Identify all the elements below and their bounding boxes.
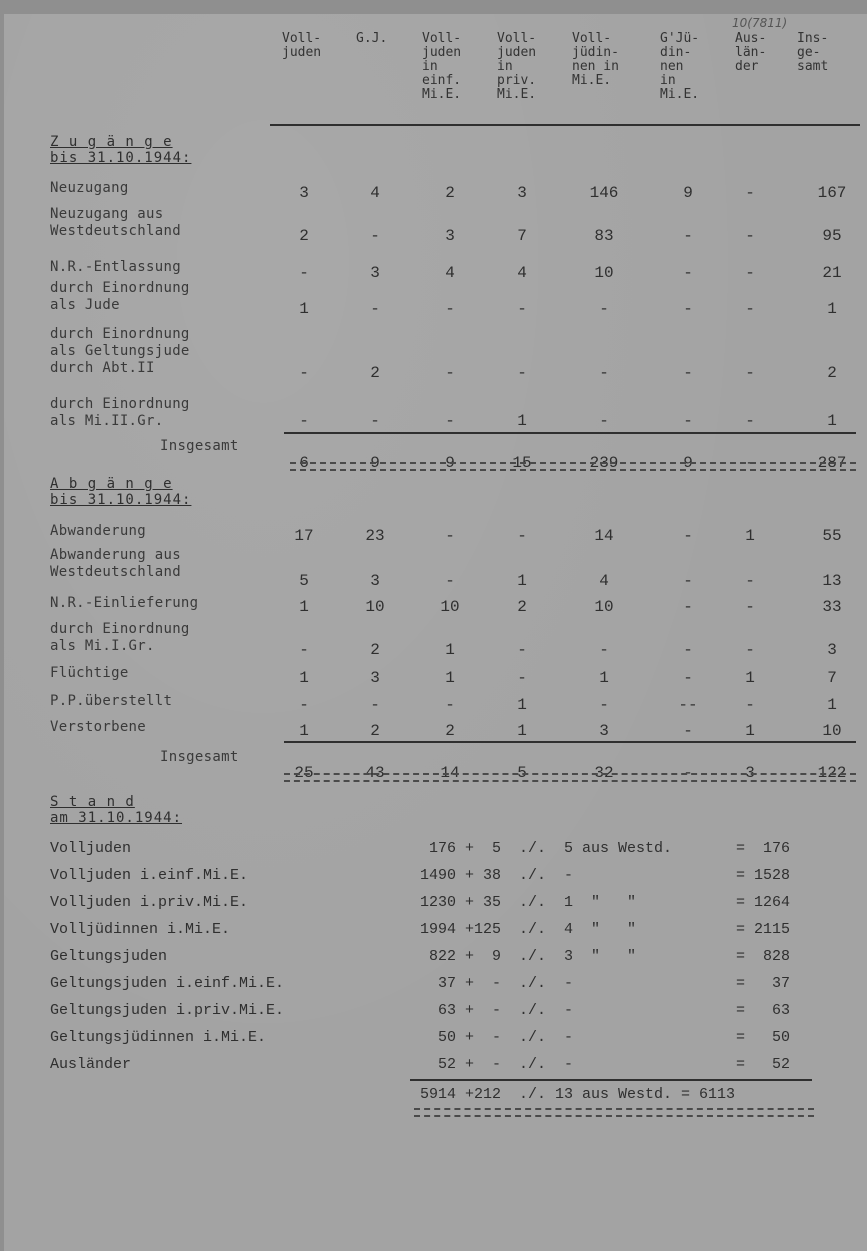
abgaenge-total-cell: 14 [440,764,460,782]
zugaenge-total-cell: 9 [683,454,693,472]
zugaenge-total-cell: - [745,454,755,472]
abgaenge-cell: 3 [827,641,837,659]
abgaenge-cell: 33 [822,598,842,616]
zugaenge-cell: - [745,184,755,202]
zugaenge-cell: - [599,412,609,430]
stand-row-result: = 2115 [736,921,791,938]
zugaenge-cell: 4 [370,184,380,202]
abgaenge-cell: - [445,527,455,545]
stand-row-expression: 1230 + 35 ./. 1 " " [420,894,637,911]
zugaenge-cell: 21 [822,264,842,282]
abgaenge-cell: 2 [517,598,527,616]
abgaenge-cell: - [745,696,755,714]
abgaenge-total-cell: 5 [517,764,527,782]
col-header-gjn-mie: G'Jü- din- nen in Mi.E. [660,31,700,102]
zugaenge-cell: 146 [589,184,619,202]
abgaenge-cell: 2 [370,641,380,659]
abgaenge-cell: 1 [745,527,755,545]
zugaenge-cell: 2 [370,364,380,382]
abgaenge-cell: 3 [370,572,380,590]
abgaenge-cell: 1 [445,641,455,659]
zugaenge-total-cell: 239 [589,454,619,472]
zugaenge-cell: - [683,264,693,282]
zugaenge-cell: 4 [517,264,527,282]
stand-row-label: Volljüdinnen i.Mi.E. [50,921,231,938]
abgaenge-cell: 3 [370,669,380,687]
abgaenge-cell: - [683,722,693,740]
abgaenge-cell: 10 [822,722,842,740]
abgaenge-cell: - [745,572,755,590]
abgaenge-cell: 5 [299,572,309,590]
abgaenge-cell: 1 [517,572,527,590]
abgaenge-cell: 14 [594,527,614,545]
stand-row-expression: 52 + - ./. - [420,1056,574,1073]
zugaenge-cell: 3 [445,227,455,245]
zugaenge-cell: - [745,364,755,382]
zugaenge-cell: - [370,227,380,245]
abgaenge-cell: - [517,527,527,545]
zugaenge-cell: 2 [445,184,455,202]
zugaenge-cell: 7 [517,227,527,245]
stand-row-expression: 1994 +125 ./. 4 " " [420,921,637,938]
abgaenge-cell: 1 [299,722,309,740]
abgaenge-cell: 7 [827,669,837,687]
abgaenge-row-label: Verstorbene [50,719,147,735]
abgaenge-cell: - [445,572,455,590]
abgaenge-cell: 2 [445,722,455,740]
zugaenge-row-label: durch Einordnung als Geltungsjude durch Abt.II [50,326,190,376]
abgaenge-cell: 10 [594,598,614,616]
col-header-insgesamt: Ins- ge- samt [797,31,829,74]
stand-row-result: = 63 [736,1002,791,1019]
abgaenge-row-label: durch Einordnung als Mi.I.Gr. [50,621,190,654]
zugaenge-row-label: durch Einordnung als Mi.II.Gr. [50,396,190,429]
zugaenge-cell: - [370,300,380,318]
zugaenge-cell: 9 [683,184,693,202]
section-title-zugaenge: Z u g ä n g e bis 31.10.1944: [50,134,192,166]
stand-row-label: Geltungsjüdinnen i.Mi.E. [50,1029,267,1046]
zugaenge-row-label: N.R.-Entlassung [50,259,181,275]
abgaenge-row-label: Flüchtige [50,665,129,681]
zugaenge-cell: 1 [299,300,309,318]
stand-row-label: Geltungsjuden i.priv.Mi.E. [50,1002,285,1019]
zugaenge-row-label: Neuzugang [50,180,129,196]
abgaenge-cell: 23 [365,527,385,545]
abgaenge-total-label: Insgesamt [160,749,239,765]
abgaenge-cell: - [683,669,693,687]
abgaenge-cell: 1 [517,696,527,714]
abgaenge-cell: - [683,641,693,659]
stand-row-label: Volljuden [50,840,132,857]
abgaenge-total-cell: 25 [294,764,314,782]
abgaenge-cell: 4 [599,572,609,590]
zugaenge-cell: - [683,364,693,382]
zugaenge-cell: - [370,412,380,430]
stand-row-result: = 1264 [736,894,791,911]
zugaenge-cell: - [299,364,309,382]
zugaenge-cell: 10 [594,264,614,282]
zugaenge-cell: - [745,264,755,282]
abgaenge-cell: 1 [745,669,755,687]
zugaenge-cell: 2 [299,227,309,245]
abgaenge-total-rule [284,741,856,743]
zugaenge-cell: 95 [822,227,842,245]
zugaenge-cell: 1 [517,412,527,430]
stand-row-result: = 52 [736,1056,791,1073]
abgaenge-cell: - [683,598,693,616]
abgaenge-cell: 1 [599,669,609,687]
stand-row-expression: 63 + - ./. - [420,1002,574,1019]
col-header-volljuden: Voll- juden [282,31,322,60]
abgaenge-total-cell: 43 [365,764,385,782]
abgaenge-cell: 1 [745,722,755,740]
stand-row-label: Geltungsjuden i.einf.Mi.E. [50,975,285,992]
zugaenge-cell: - [299,264,309,282]
zugaenge-cell: - [599,364,609,382]
zugaenge-row-label: Neuzugang aus Westdeutschland [50,206,181,239]
abgaenge-cell: 2 [370,722,380,740]
zugaenge-cell: - [683,300,693,318]
zugaenge-cell: 3 [517,184,527,202]
abgaenge-cell: - [599,641,609,659]
abgaenge-cell: - [299,641,309,659]
abgaenge-cell: 1 [445,669,455,687]
stand-row-label: Volljuden i.einf.Mi.E. [50,867,249,884]
stand-row-label: Ausländer [50,1056,132,1073]
abgaenge-cell: 1 [299,669,309,687]
zugaenge-cell: - [445,364,455,382]
zugaenge-cell: - [745,412,755,430]
col-header-vj-priv: Voll- juden in priv. Mi.E. [497,31,537,102]
abgaenge-cell: - [599,696,609,714]
stand-row-expression: 822 + 9 ./. 3 " " [420,948,637,965]
zugaenge-total-cell: 287 [817,454,847,472]
zugaenge-total-label: Insgesamt [160,438,239,454]
stand-row-result: = 828 [736,948,791,965]
abgaenge-cell: 1 [517,722,527,740]
handwritten-annotation: 10(7811) [732,16,788,30]
zugaenge-cell: - [299,412,309,430]
zugaenge-cell: - [517,364,527,382]
col-header-auslaender: Aus- län- der [735,31,767,74]
abgaenge-cell: 3 [599,722,609,740]
zugaenge-cell: - [745,300,755,318]
zugaenge-cell: 1 [827,412,837,430]
abgaenge-total-cell: 122 [817,764,847,782]
abgaenge-cell: - [299,696,309,714]
abgaenge-double-rule [284,773,856,782]
abgaenge-cell: - [745,641,755,659]
stand-row-expression: 176 + 5 ./. 5 aus Westd. [420,840,673,857]
zugaenge-cell: - [683,227,693,245]
stand-total-rule [410,1079,812,1081]
col-header-gj: G.J. [356,31,388,46]
zugaenge-cell: 2 [827,364,837,382]
zugaenge-cell: 4 [445,264,455,282]
stand-row-label: Volljuden i.priv.Mi.E. [50,894,249,911]
document-page [4,14,867,1251]
stand-row-result: = 37 [736,975,791,992]
abgaenge-total-cell: - [683,764,693,782]
zugaenge-total-rule [284,432,856,434]
zugaenge-cell: - [599,300,609,318]
abgaenge-row-label: N.R.-Einlieferung [50,595,199,611]
header-rule [270,124,860,126]
abgaenge-cell: 10 [440,598,460,616]
stand-row-label: Geltungsjuden [50,948,168,965]
abgaenge-cell: 1 [299,598,309,616]
abgaenge-total-cell: 32 [594,764,614,782]
stand-row-result: = 176 [736,840,791,857]
zugaenge-cell: - [683,412,693,430]
zugaenge-cell: - [517,300,527,318]
stand-row-expression: 1490 + 38 ./. - [420,867,574,884]
abgaenge-cell: 17 [294,527,314,545]
abgaenge-cell: -- [678,696,698,714]
abgaenge-cell: 1 [827,696,837,714]
zugaenge-total-cell: 15 [512,454,532,472]
abgaenge-cell: 13 [822,572,842,590]
zugaenge-row-label: durch Einordnung als Jude [50,280,190,313]
zugaenge-cell: 1 [827,300,837,318]
abgaenge-cell: - [445,696,455,714]
stand-row-result: = 50 [736,1029,791,1046]
abgaenge-cell: - [745,598,755,616]
zugaenge-cell: 3 [370,264,380,282]
section-title-stand: S t a n d am 31.10.1944: [50,794,183,826]
col-header-vjn-mie: Voll- jüdin- nen in Mi.E. [572,31,619,88]
zugaenge-double-rule [290,462,856,471]
abgaenge-row-label: P.P.überstellt [50,693,173,709]
abgaenge-cell: - [517,641,527,659]
abgaenge-cell: - [517,669,527,687]
abgaenge-row-label: Abwanderung aus Westdeutschland [50,547,181,580]
zugaenge-cell: - [445,412,455,430]
abgaenge-cell: - [683,527,693,545]
zugaenge-cell: - [445,300,455,318]
abgaenge-row-label: Abwanderung [50,523,147,539]
abgaenge-cell: - [683,572,693,590]
stand-total: 5914 +212 ./. 13 aus Westd. = 6113 [420,1086,736,1103]
zugaenge-total-cell: 9 [370,454,380,472]
zugaenge-cell: 3 [299,184,309,202]
zugaenge-total-cell: 9 [445,454,455,472]
zugaenge-cell: - [745,227,755,245]
col-header-vj-einf: Voll- juden in einf. Mi.E. [422,31,462,102]
stand-row-result: = 1528 [736,867,791,884]
section-title-abgaenge: A b g ä n g e bis 31.10.1944: [50,476,192,508]
abgaenge-cell: 55 [822,527,842,545]
stand-row-expression: 50 + - ./. - [420,1029,574,1046]
abgaenge-total-cell: 3 [745,764,755,782]
zugaenge-cell: 83 [594,227,614,245]
stand-row-expression: 37 + - ./. - [420,975,574,992]
stand-double-rule [414,1108,814,1117]
abgaenge-cell: - [370,696,380,714]
zugaenge-cell: 167 [817,184,847,202]
abgaenge-cell: 10 [365,598,385,616]
zugaenge-total-cell: 6 [299,454,309,472]
